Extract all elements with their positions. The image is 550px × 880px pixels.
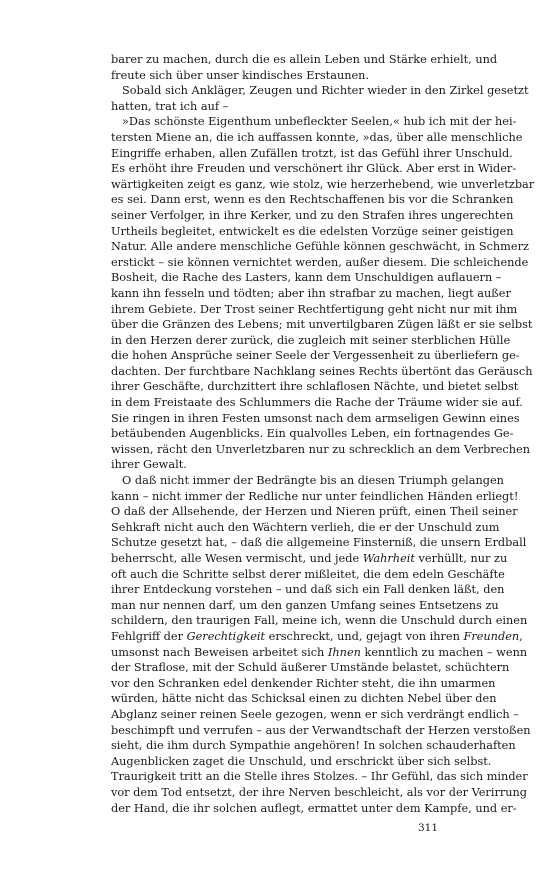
text-line: hatten, trat ich auf – <box>111 99 229 113</box>
text-line: Urtheils begleitet, entwickelt es die edelsten Vorzüge seiner geistigen <box>111 224 514 238</box>
text-line: vor dem Tod entsetzt, der ihre Nerven beschleicht, als vor der Verirrung <box>111 785 528 799</box>
text-line: kann ihn fesseln und tödten; aber ihn strafbar zu machen, liegt außer <box>111 286 511 300</box>
text-line: Sie ringen in ihren Festen umsonst nach dem armseligen Gewinn eines <box>111 411 520 425</box>
text-line: sieht, die ihm durch Sympathie angehören! In solchen schauderhaften <box>111 739 516 753</box>
text-line: erstickt – sie können vernichtet werden, außer diesem. Die schleichende <box>111 255 529 269</box>
text-line: Traurigkeit tritt an die Stelle ihres Stolzes. – Ihr Gefühl, das sich minder <box>111 770 528 784</box>
text-line: die hohen Ansprüche seiner Seele der Vergessenheit zu überliefern ge- <box>111 349 520 363</box>
text-line: seiner Verfolger, in ihre Kerker, und zu den Strafen ihres ungerechten <box>111 208 514 222</box>
text-line: in dem Freistaate des Schlummers die Rache der Träume wider sie auf. <box>111 396 523 410</box>
text-line: Eingriffe erhaben, allen Zufällen trotzt, ist das Gefühl ihrer Unschuld. <box>111 146 513 160</box>
text-line: ihrer Gewalt. <box>111 458 187 472</box>
text-line: O daß nicht immer der Bedrängte bis an diesen Triumph gelangen <box>122 474 504 488</box>
text-line: tersten Miene an, die ich auffassen konnte, »das, über alle menschliche <box>111 130 523 144</box>
text-line: Fehlgriff der Gerechtigkeit erschreckt, und, gejagt von ihren Freunden, <box>111 629 523 643</box>
text-line: wissen, rächt den Unverletzbaren nur zu schrecklich an dem Verbrechen <box>111 442 530 456</box>
body-text <box>111 52 535 816</box>
text-line: kann – nicht immer der Redliche nur unter feindlichen Händen erliegt! <box>111 489 519 503</box>
text-line: Natur. Alle andere menschliche Gefühle können geschwächt, in Schmerz <box>111 240 529 254</box>
text-line: »Das schönste Eigenthum unbefleckter Seelen,« hub ich mit der hei- <box>122 115 517 129</box>
page-number: 311 <box>417 822 438 834</box>
text-line: Bosheit, die Rache des Lasters, kann dem Unschuldigen auflauern – <box>111 271 502 285</box>
text-line: dachten. Der furchtbare Nachklang seines Rechts übertönt das Geräusch <box>111 364 533 378</box>
text-line: Augenblicken zaget die Unschuld, und erschrickt über sich selbst. <box>111 754 492 768</box>
text-line: der Straflose, mit der Schuld äußerer Umstände belastet, schüchtern <box>111 661 510 675</box>
text-line: O daß der Allsehende, der Herzen und Nieren prüft, einen Theil seiner <box>111 505 518 519</box>
text-line: beherrscht, alle Wesen vermischt, und jede Wahrheit verhüllt, nur zu <box>111 552 508 565</box>
text-line: vor den Schranken edel denkender Richter steht, die ihn umarmen <box>111 676 496 690</box>
text-line: wärtigkeiten zeigt es ganz, wie stolz, wie herzerhebend, wie unverletzbar <box>111 177 535 191</box>
text-line: freute sich über unser kindisches Erstaunen. <box>111 68 370 82</box>
text-line: Es erhöht ihre Freuden und verschönert ihr Glück. Aber erst in Wider- <box>111 162 517 176</box>
text-line: Sehkraft nicht auch den Wächtern verlieh, die er der Unschuld zum <box>111 520 500 534</box>
text-line: umsonst nach Beweisen arbeitet sich Ihnen kenntlich zu machen – wenn <box>111 645 528 659</box>
text-line: ihrer Geschäfte, durchzittert ihre schlaflosen Nächte, und bietet selbst <box>111 380 519 394</box>
text-line: Schutze gesetzt hat, – daß die allgemeine Finsterniß, die unsern Erdball <box>111 536 527 550</box>
text-line: betäubenden Augenblicks. Ein qualvolles Leben, ein fortnagendes Ge- <box>111 427 514 441</box>
text-line: Sobald sich Ankläger, Zeugen und Richter wieder in den Zirkel gesetzt <box>122 84 529 98</box>
text-line: würden, hätte nicht das Schicksal einen zu dichten Nebel über den <box>111 692 497 706</box>
text-line: ihrem Gebiete. Der Trost seiner Rechtfertigung geht nicht nur mit ihm <box>111 302 518 316</box>
text-line: ihrer Entdeckung vorstehen – und daß sich ein Fall denken läßt, den <box>111 583 505 597</box>
text-line: Abglanz seiner reinen Seele gezogen, wenn er sich verdrängt endlich – <box>111 707 519 721</box>
text-line: schildern, den traurigen Fall, meine ich, wenn die Unschuld durch einen <box>111 614 528 628</box>
text-line: oft auch die Schritte selbst derer mißleitet, die dem edeln Geschäfte <box>111 567 505 581</box>
text-line: man nur nennen darf, um den ganzen Umfang seines Entsetzens zu <box>111 598 499 612</box>
text-line: in den Herzen derer zurück, die zugleich mit seiner sterblichen Hülle <box>111 333 511 347</box>
text-line: der Hand, die ihr solchen auflegt, ermattet unter dem Kampfe, und er- <box>111 801 517 815</box>
text-line: über die Gränzen des Lebens; mit unvertilgbaren Zügen läßt er sie selbst <box>111 318 533 332</box>
text-line: es sei. Dann erst, wenn es den Rechtschaffenen bis vor die Schranken <box>111 193 514 207</box>
text-line: barer zu machen, durch die es allein Leben und Stärke erhielt, und <box>111 53 498 66</box>
text-line: beschimpft und verrufen – aus der Verwandtschaft der Herzen verstoßen <box>111 723 531 737</box>
